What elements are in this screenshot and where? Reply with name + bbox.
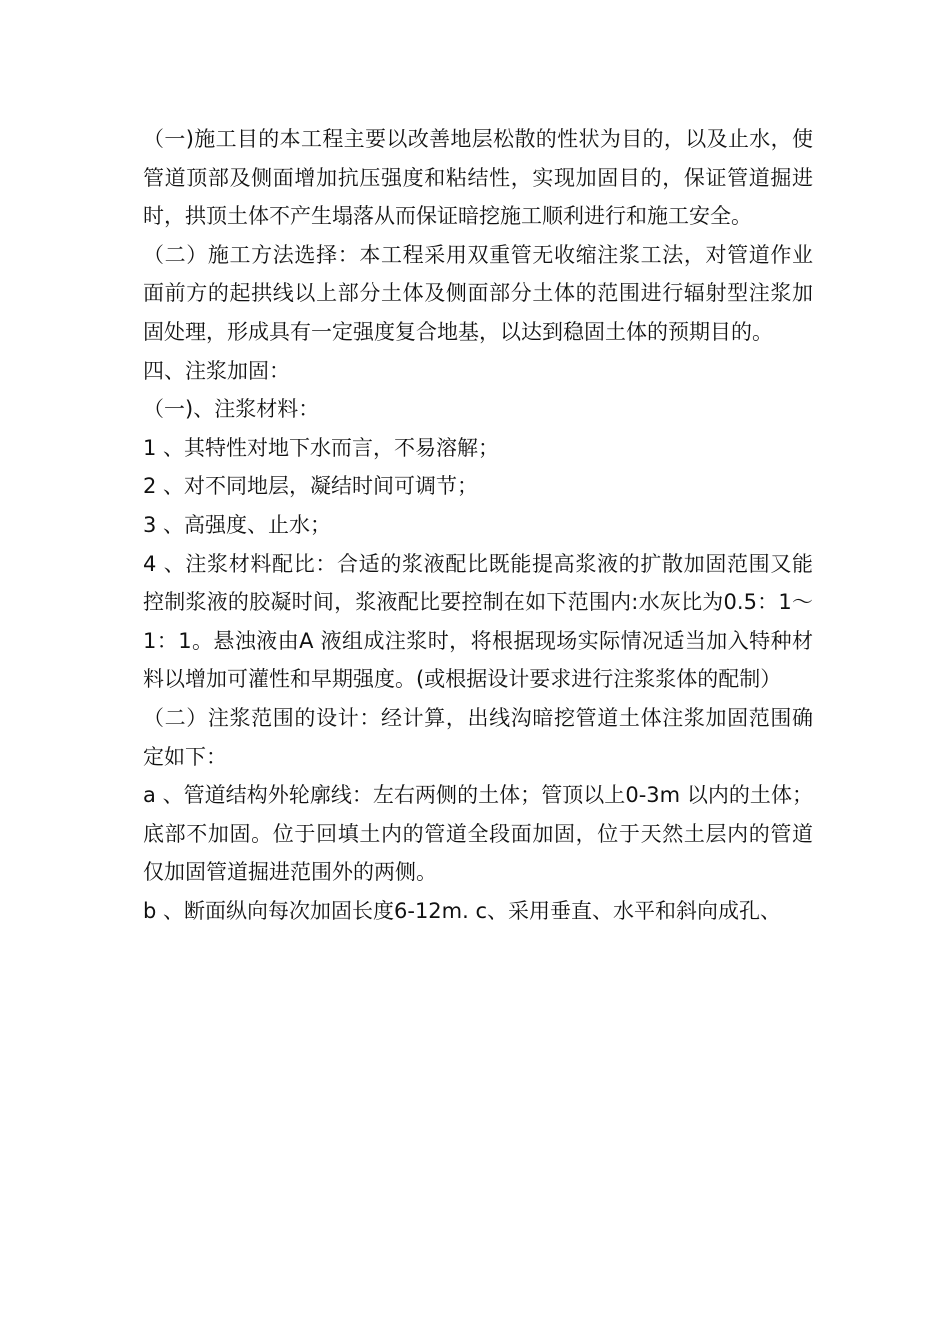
document-body [143,120,813,930]
list-item-b: b 、断面纵向每次加固长度6-12m. c、采用垂直、水平和斜向成孔、 [143,898,782,923]
subsection-heading-grout-materials: （一)、注浆材料： [143,397,320,422]
list-item-a: a 、管道结构外轮廓线：左右两侧的土体；管顶以上0-3m 以内的土体；底部不加固。位于回填土内的管道全段面加固，位于天然土层内的管道仅加固管道掘进范围外的两侧。 [143,783,813,885]
list-item-3: 3 、高强度、止水； [143,512,332,537]
list-item-4: 4 、注浆材料配比：合适的浆液配比既能提高浆液的扩散加固范围又能控制浆液的胶凝时间，浆液配比要控制在如下范围内:水灰比为0.5：1～1：1。悬浊液由A 液组成注浆时，将根据现场实际情况适当加入特种材料以增加可灌性和早期强度。(或根据设计要求进行注浆浆体的配制） [143,551,813,692]
paragraph-construction-method: （二）施工方法选择：本工程采用双重管无收缩注浆工法，对管道作业面前方的起拱线以上部分土体及侧面部分土体的范围进行辐射型注浆加固处理，形成具有一定强度复合地基，以达到稳固土体的预期目的。 [143,242,813,344]
paragraph-construction-purpose: （一)施工目的本工程主要以改善地层松散的性状为目的，以及止水，使管道顶部及侧面增加抗压强度和粘结性，实现加固目的，保证管道掘进时，拱顶土体不产生塌落从而保证暗挖施工顺利进行和施工安全。 [143,127,813,229]
section-heading-grouting: 四、注浆加固： [143,358,290,383]
list-item-1: 1 、其特性对地下水而言，不易溶解； [143,435,500,460]
paragraph-grouting-range-design: （二）注浆范围的设计：经计算，出线沟暗挖管道土体注浆加固范围确定如下： [143,705,813,769]
list-item-2: 2 、对不同地层，凝结时间可调节； [143,474,479,499]
